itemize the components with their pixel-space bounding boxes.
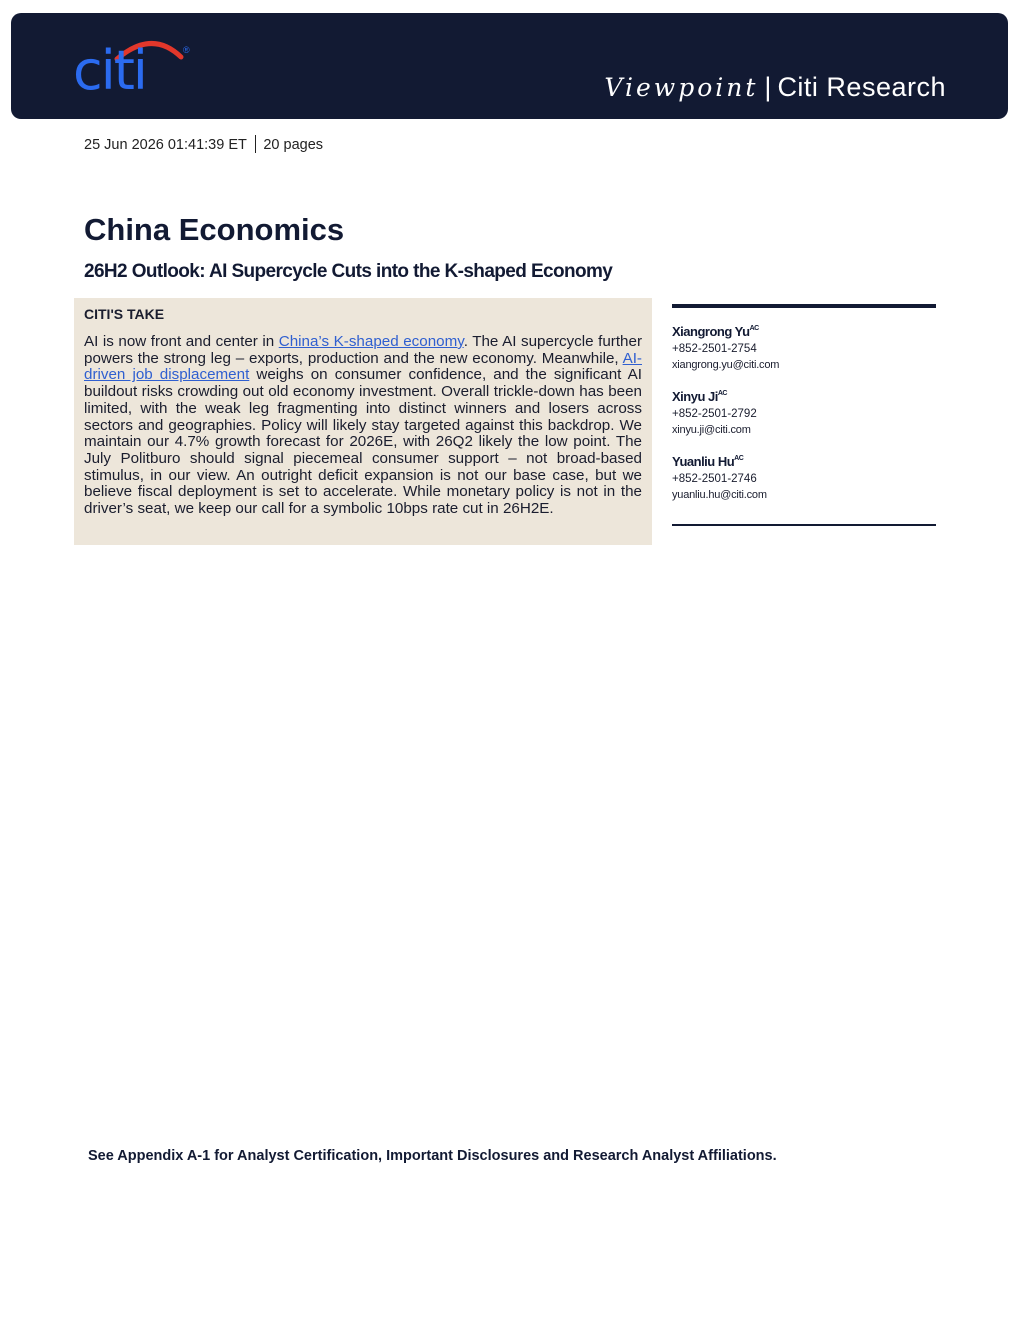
page-title: China Economics (84, 212, 345, 247)
analyst-panel (672, 304, 936, 526)
analyst-email[interactable]: yuanliu.hu@citi.com (672, 489, 767, 501)
report-datetime: 25 Jun 2026 01:41:39 ET (84, 137, 247, 153)
analyst-name (672, 389, 936, 404)
registered-mark: ® (183, 45, 190, 55)
analyst-cert-mark: AC (734, 455, 744, 462)
analyst-phone: +852-2501-2754 (672, 343, 757, 355)
report-header (11, 13, 1008, 119)
analyst-phone: +852-2501-2792 (672, 408, 757, 420)
disclosure-note: See Appendix A-1 for Analyst Certification, Important Disclosures and Research Analyst Affiliations. (88, 1148, 777, 1164)
take-text-part-2: . The AI supercycle further powers the strong leg – exports, production and the new economy. Meanwhile, (84, 333, 642, 367)
meta-divider (255, 135, 257, 153)
take-text-part-3: weighs on consumer confidence, and the significant AI buildout risks crowding out old economy investment. Overall trickle-down has been limited, with the weak leg fragmenting into distinct winners and losers across sectors and geographies. Policy will likely stay targeted against this backdrop. We maintain our 4.7% growth forecast for 2026E, with 26Q2 likely the low point. The July Politburo should signal piecemeal consumer support – not broad-based stimulus, in our view. An outright deficit expansion is not our base case, but we believe fiscal deployment is set to accelerate. While monetary policy is not in the driver’s seat, we keep our call for a symbolic 10bps rate cut in 26H2E. (84, 366, 642, 518)
analyst-phone: +852-2501-2746 (672, 473, 757, 485)
analyst-name-text: Yuanliu Hu (672, 454, 735, 469)
header-separator: | (764, 72, 772, 102)
page-count: 20 pages (263, 137, 324, 153)
page-subtitle: 26H2 Outlook: AI Supercycle Cuts into the K-shaped Economy (84, 261, 613, 282)
citi-logo-text: citi (73, 39, 146, 102)
citi-research-label: Citi Research (777, 72, 946, 102)
citi-logo (73, 35, 203, 105)
take-text-part-1: AI is now front and center in (84, 333, 279, 350)
analyst-name (672, 454, 936, 469)
citis-take-label: CITI'S TAKE (84, 306, 165, 322)
analyst-card (672, 454, 936, 501)
ai-job-displacement-link[interactable]: AI-driven job displacement (84, 349, 642, 384)
analyst-email[interactable]: xinyu.ji@citi.com (672, 424, 751, 436)
analyst-cert-mark: AC (749, 325, 759, 332)
report-meta (84, 135, 323, 153)
viewpoint-label: Viewpoint (604, 73, 759, 102)
citis-take-box (74, 298, 652, 545)
citis-take-text (84, 334, 642, 518)
analyst-email[interactable]: xiangrong.yu@citi.com (672, 359, 780, 371)
analyst-name-text: Xinyu Ji (672, 389, 718, 404)
header-publication (604, 69, 946, 106)
analyst-name-text: Xiangrong Yu (672, 324, 750, 339)
analyst-card (672, 389, 936, 436)
analyst-card (672, 324, 936, 371)
analyst-name (672, 324, 936, 339)
k-shaped-economy-link[interactable]: China’s K-shaped economy (278, 333, 464, 350)
analyst-cert-mark: AC (717, 390, 727, 397)
